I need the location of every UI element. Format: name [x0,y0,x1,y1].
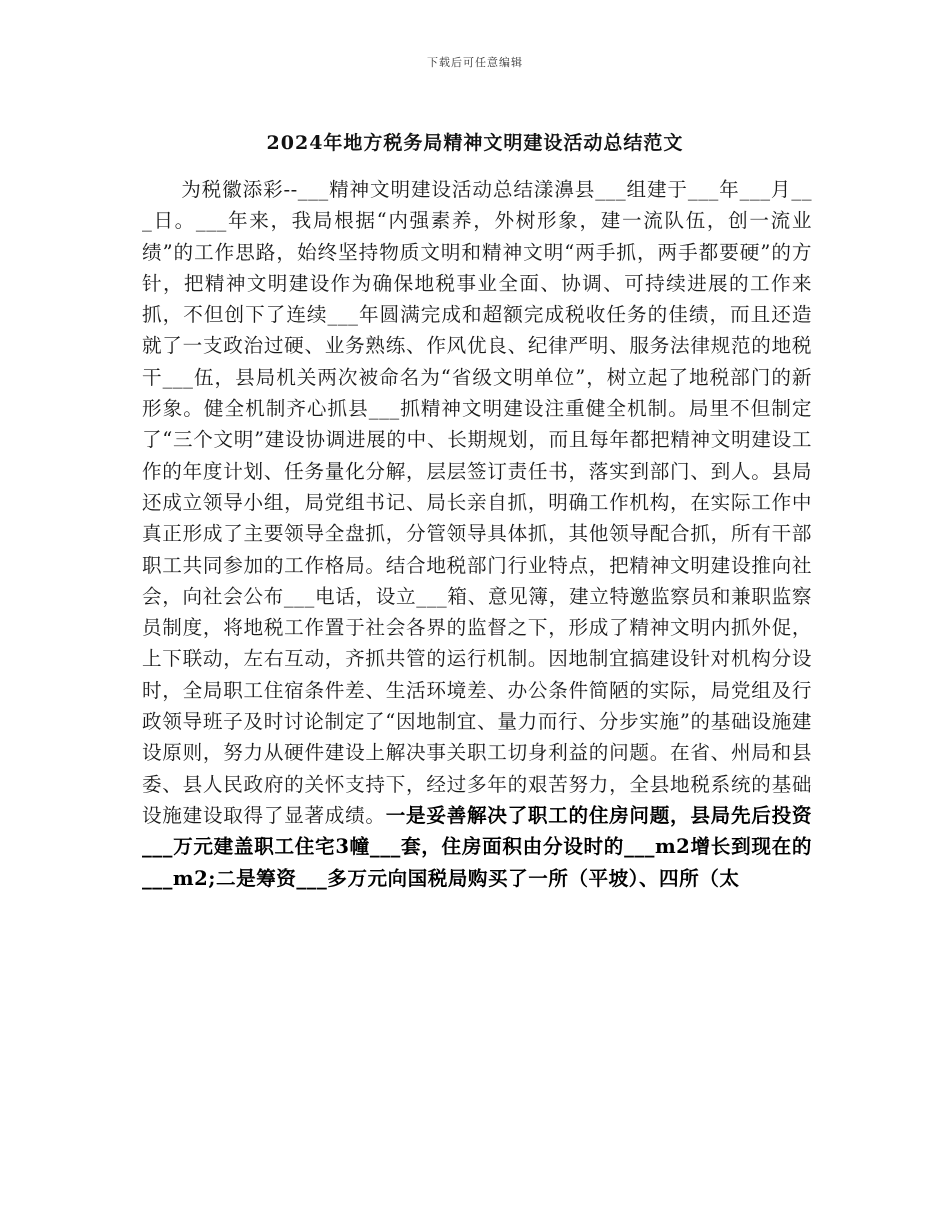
body-paragraph-text: 为税徽添彩--___精神文明建设活动总结漾濞县___组建于___年___月___日。___年来，我局根据“内强素养，外树形象，建一流队伍，创一流业绩”的工作思路，始终坚持物质文明和精神文明“两手抓，两手都要硬”的方针，把精神文明建设作为确保地税事业全面、协调、可持续进展的工作来抓，不但创下了连续___年圆满完成和超额完成税收任务的佳绩，而且还造就了一支政治过硬、业务熟练、作风优良、纪律严明、服务法律规范的地税干___伍，县局机关两次被命名为“省级文明单位”，树立起了地税部门的新形象。健全机制齐心抓县___抓精神文明建设注重健全机制。局里不但制定了“三个文明”建设协调进展的中、长期规划，而且每年都把精神文明建设工作的年度计划、任务量化分解，层层签订责任书，落实到部门、到人。县局还成立领导小组，局党组书记、局长亲自抓，明确工作机构，在实际工作中真正形成了主要领导全盘抓，分管领导具体抓，其他领导配合抓，所有干部职工共同参加的工作格局。结合地税部门行业特点，把精神文明建设推向社会，向社会公布___电话，设立___箱、意见簿，建立特邀监察员和兼职监察员制度，将地税工作置于社会各界的监督之下，形成了精神文明内抓外促，上下联动，左右互动，齐抓共管的运行机制。因地制宜搞建设针对机构分设时，全局职工住宿条件差、生活环境差、办公条件简陋的实际，局党组及行政领导班子及时讨论制定了“因地制宜、量力而行、分步实施”的基础设施建设原则，努力从硬件建设上解决事关职工切身利益的问题。在省、州局和县委、县人民政府的关怀支持下，经过多年的艰苦努力，全县地税系统的基础设施建设取得了显著成绩。 [142,178,812,827]
document-title: 2024年地方税务局精神文明建设活动总结范文 [266,132,684,154]
document-body [142,174,812,894]
page-header-note: 下载后可任意编辑 [427,56,523,69]
body-bold-text: 一是妥善解决了职工的住房问题，县局先后投资___万元建盖职工住宅3幢___套，住房面积由分设时的___m2增长到现在的___m2;二是筹资___多万元向国税局购买了一所（平坡）、四所（太 [142,803,813,890]
